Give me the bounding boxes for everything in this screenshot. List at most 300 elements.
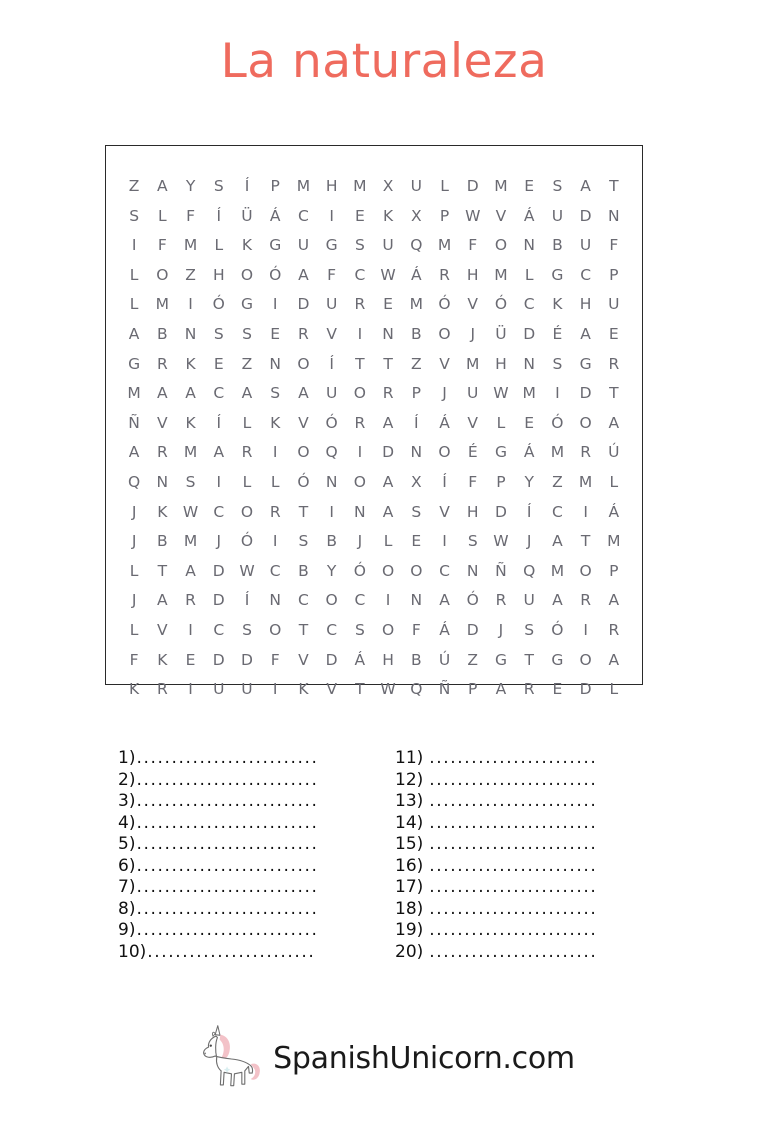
grid-letter[interactable]: O — [269, 620, 282, 639]
grid-letter[interactable]: J — [357, 532, 363, 551]
grid-letter[interactable]: M — [183, 532, 198, 551]
grid-letter[interactable]: K — [298, 680, 309, 699]
grid-letter[interactable]: R — [241, 443, 253, 462]
grid-letter[interactable]: B — [157, 532, 168, 551]
grid-letter[interactable]: U — [241, 680, 253, 699]
grid-letter[interactable]: A — [241, 384, 253, 403]
grid-letter[interactable]: P — [270, 177, 280, 196]
grid-letter[interactable]: K — [157, 502, 168, 521]
grid-letter[interactable]: T — [609, 177, 619, 196]
grid-letter[interactable]: J — [131, 532, 137, 551]
grid-letter[interactable]: C — [213, 502, 225, 521]
grid-letter[interactable]: I — [357, 443, 363, 462]
grid-letter[interactable]: A — [185, 561, 196, 580]
grid-letter[interactable]: K — [185, 413, 196, 432]
grid-letter[interactable]: I — [272, 443, 278, 462]
grid-letter[interactable]: G — [579, 354, 592, 373]
grid-letter[interactable]: D — [523, 325, 536, 344]
answer-dotted-line[interactable]: ........................ — [429, 791, 598, 811]
grid-letter[interactable]: N — [523, 236, 535, 255]
grid-letter[interactable]: S — [354, 236, 365, 255]
grid-letter[interactable]: V — [467, 413, 479, 432]
grid-letter[interactable]: M — [127, 384, 141, 403]
answer-dotted-line[interactable]: ........................ — [429, 877, 598, 897]
grid-letter[interactable]: Ó — [297, 472, 310, 491]
grid-letter[interactable]: I — [272, 532, 278, 551]
grid-letter[interactable]: P — [496, 472, 506, 491]
grid-letter[interactable]: O — [297, 354, 310, 373]
grid-letter[interactable]: R — [156, 354, 168, 373]
grid-letter[interactable]: D — [325, 650, 338, 669]
grid-letter[interactable]: O — [156, 265, 169, 284]
grid-letter[interactable]: V — [298, 650, 309, 669]
grid-letter[interactable]: L — [129, 265, 139, 284]
grid-letter[interactable]: I — [329, 206, 334, 225]
answer-dotted-line[interactable]: ........................ — [429, 834, 598, 854]
grid-letter[interactable]: R — [495, 591, 507, 610]
grid-letter[interactable]: U — [325, 384, 338, 403]
grid-letter[interactable]: N — [269, 591, 281, 610]
grid-letter[interactable]: D — [466, 620, 479, 639]
grid-letter[interactable]: M — [409, 295, 423, 314]
answer-dotted-line[interactable]: .......................... — [136, 791, 319, 811]
grid-letter[interactable]: B — [326, 532, 337, 551]
grid-letter[interactable]: U — [608, 295, 620, 314]
grid-letter[interactable]: E — [552, 680, 563, 699]
grid-letter[interactable]: K — [185, 354, 196, 373]
grid-letter[interactable]: M — [353, 177, 367, 196]
grid-letter[interactable]: L — [496, 413, 506, 432]
grid-letter[interactable]: T — [524, 650, 534, 669]
grid-letter[interactable]: F — [327, 265, 337, 284]
answer-dotted-line[interactable]: .......................... — [136, 855, 319, 876]
grid-letter[interactable]: V — [495, 206, 507, 225]
grid-letter[interactable]: Á — [439, 620, 450, 639]
grid-letter[interactable]: S — [524, 620, 535, 639]
grid-letter[interactable]: E — [213, 354, 224, 373]
grid-letter[interactable]: R — [580, 591, 591, 610]
grid-letter[interactable]: R — [439, 265, 450, 284]
grid-letter[interactable]: E — [524, 413, 535, 432]
answer-line[interactable] — [395, 791, 650, 813]
grid-letter[interactable]: Ü — [495, 325, 507, 344]
grid-letter[interactable]: R — [156, 443, 168, 462]
grid-letter[interactable]: M — [578, 472, 593, 491]
answer-line[interactable] — [118, 877, 373, 899]
grid-letter[interactable]: Ó — [325, 413, 338, 432]
grid-letter[interactable]: A — [552, 591, 563, 610]
answer-dotted-line[interactable]: .......................... — [136, 748, 319, 768]
grid-letter[interactable]: B — [410, 325, 422, 344]
grid-letter[interactable]: A — [382, 472, 394, 491]
grid-letter[interactable]: I — [131, 236, 137, 255]
grid-letter[interactable]: G — [128, 354, 141, 373]
grid-letter[interactable]: R — [580, 443, 591, 462]
grid-letter[interactable]: W — [239, 561, 255, 580]
grid-letter[interactable]: N — [325, 472, 338, 491]
grid-letter[interactable]: N — [410, 591, 423, 610]
grid-letter[interactable]: M — [466, 354, 480, 373]
grid-letter[interactable]: X — [410, 472, 422, 491]
answer-line[interactable] — [395, 770, 650, 792]
grid-letter[interactable]: C — [354, 265, 366, 284]
grid-letter[interactable]: Ñ — [128, 413, 140, 432]
grid-letter[interactable]: D — [212, 561, 225, 580]
grid-letter[interactable]: Á — [354, 650, 366, 669]
grid-letter[interactable]: O — [494, 236, 508, 255]
grid-letter[interactable]: R — [523, 680, 535, 699]
grid-letter[interactable]: R — [354, 413, 366, 432]
grid-letter[interactable]: R — [354, 295, 366, 314]
grid-letter[interactable]: Í — [442, 472, 447, 491]
grid-letter[interactable]: M — [183, 236, 198, 255]
grid-letter[interactable]: Q — [410, 236, 423, 255]
grid-letter[interactable]: Z — [241, 354, 253, 373]
grid-letter[interactable]: W — [493, 384, 509, 403]
grid-letter[interactable]: Á — [410, 265, 422, 284]
grid-letter[interactable]: N — [269, 354, 281, 373]
answer-dotted-line[interactable]: ........................ — [429, 898, 598, 919]
grid-letter[interactable]: I — [216, 472, 222, 491]
grid-letter[interactable]: L — [609, 680, 619, 699]
grid-letter[interactable]: K — [241, 236, 253, 255]
grid-letter[interactable]: A — [157, 384, 168, 403]
grid-letter[interactable]: T — [580, 532, 591, 551]
grid-letter[interactable]: M — [296, 177, 311, 196]
grid-letter[interactable]: L — [242, 413, 252, 432]
grid-letter[interactable]: S — [298, 532, 309, 551]
grid-letter[interactable]: O — [579, 650, 592, 669]
answer-line[interactable] — [118, 942, 373, 964]
grid-letter[interactable]: Ó — [438, 295, 451, 314]
grid-letter[interactable]: Á — [523, 443, 535, 462]
grid-letter[interactable]: V — [157, 620, 168, 639]
grid-letter[interactable]: N — [382, 325, 394, 344]
grid-letter[interactable]: U — [382, 236, 394, 255]
grid-letter[interactable]: C — [354, 591, 366, 610]
grid-letter[interactable]: I — [188, 295, 193, 314]
answer-line[interactable] — [118, 748, 373, 770]
grid-letter[interactable]: B — [157, 325, 168, 344]
grid-letter[interactable]: I — [329, 502, 334, 521]
grid-letter[interactable]: H — [579, 295, 592, 314]
grid-letter[interactable]: B — [298, 561, 309, 580]
grid-letter[interactable]: O — [240, 502, 254, 521]
grid-letter[interactable]: R — [608, 354, 620, 373]
grid-letter[interactable]: V — [439, 354, 450, 373]
answer-dotted-line[interactable]: .......................... — [136, 812, 319, 833]
grid-letter[interactable]: J — [131, 591, 137, 610]
grid-letter[interactable]: A — [608, 413, 620, 432]
grid-letter[interactable]: N — [608, 206, 620, 225]
grid-letter[interactable]: R — [298, 325, 309, 344]
grid-letter[interactable]: T — [609, 384, 619, 403]
grid-letter[interactable]: L — [524, 265, 534, 284]
grid-letter[interactable]: E — [383, 295, 393, 314]
answer-line[interactable] — [395, 856, 650, 878]
grid-letter[interactable]: A — [580, 177, 591, 196]
grid-letter[interactable]: C — [269, 561, 281, 580]
grid-letter[interactable]: Ü — [241, 206, 253, 225]
answer-line[interactable] — [118, 920, 373, 942]
grid-letter[interactable]: E — [185, 650, 196, 669]
grid-letter[interactable]: F — [468, 472, 478, 491]
grid-letter[interactable]: A — [382, 502, 394, 521]
grid-letter[interactable]: O — [438, 443, 451, 462]
grid-letter[interactable]: S — [242, 620, 252, 639]
grid-letter[interactable]: D — [579, 384, 592, 403]
grid-letter[interactable]: M — [155, 295, 170, 314]
grid-letter[interactable]: Y — [524, 472, 534, 491]
grid-letter[interactable]: Í — [244, 591, 250, 610]
grid-letter[interactable]: D — [212, 591, 225, 610]
grid-letter[interactable]: C — [326, 620, 338, 639]
answer-line[interactable] — [118, 791, 373, 813]
grid-letter[interactable]: Í — [329, 354, 334, 373]
grid-letter[interactable]: M — [550, 443, 565, 462]
grid-letter[interactable]: S — [467, 532, 478, 551]
grid-letter[interactable]: H — [325, 177, 338, 196]
grid-letter[interactable]: V — [326, 680, 337, 699]
grid-letter[interactable]: L — [609, 472, 619, 491]
grid-letter[interactable]: Y — [185, 177, 196, 196]
grid-letter[interactable]: E — [411, 532, 422, 551]
grid-letter[interactable]: H — [466, 265, 479, 284]
grid-letter[interactable]: L — [440, 177, 449, 196]
grid-letter[interactable]: Á — [523, 206, 535, 225]
grid-letter[interactable]: G — [551, 265, 564, 284]
grid-letter[interactable]: W — [465, 206, 481, 225]
grid-letter[interactable]: G — [551, 650, 564, 669]
grid-letter[interactable]: E — [354, 206, 365, 225]
answer-dotted-line[interactable]: .......................... — [136, 769, 319, 790]
grid-letter[interactable]: D — [297, 295, 310, 314]
grid-letter[interactable]: Ñ — [438, 680, 451, 699]
answer-dotted-line[interactable]: .......................... — [136, 834, 319, 854]
grid-letter[interactable]: B — [410, 650, 422, 669]
grid-letter[interactable]: D — [466, 177, 479, 196]
grid-letter[interactable]: C — [551, 502, 563, 521]
grid-letter[interactable]: P — [609, 265, 619, 284]
grid-letter[interactable]: A — [298, 265, 309, 284]
grid-letter[interactable]: O — [381, 620, 395, 639]
answer-dotted-line[interactable]: ........................ — [429, 920, 598, 940]
grid-letter[interactable]: C — [298, 206, 309, 225]
grid-letter[interactable]: G — [494, 443, 507, 462]
grid-letter[interactable]: M — [183, 443, 198, 462]
grid-letter[interactable]: N — [523, 354, 535, 373]
answer-line[interactable] — [395, 899, 650, 921]
grid-letter[interactable]: Z — [552, 472, 563, 491]
grid-letter[interactable]: C — [580, 265, 592, 284]
grid-letter[interactable]: L — [129, 620, 139, 639]
grid-letter[interactable]: M — [437, 236, 452, 255]
grid-letter[interactable]: V — [467, 295, 479, 314]
grid-letter[interactable]: F — [609, 236, 619, 255]
grid-letter[interactable]: O — [381, 561, 395, 580]
grid-letter[interactable]: E — [270, 325, 281, 344]
grid-letter[interactable]: S — [242, 325, 252, 344]
grid-letter[interactable]: Ñ — [495, 561, 507, 580]
grid-letter[interactable]: C — [213, 384, 225, 403]
grid-letter[interactable]: J — [131, 502, 137, 521]
grid-letter[interactable]: C — [298, 591, 309, 610]
grid-letter[interactable]: L — [270, 472, 280, 491]
grid-letter[interactable]: F — [157, 236, 167, 255]
grid-letter[interactable]: Ó — [353, 561, 366, 580]
grid-letter[interactable]: R — [269, 502, 281, 521]
grid-letter[interactable]: O — [410, 561, 423, 580]
grid-letter[interactable]: I — [385, 591, 391, 610]
grid-letter[interactable]: M — [494, 265, 508, 284]
grid-letter[interactable]: S — [552, 177, 563, 196]
grid-letter[interactable]: U — [213, 680, 225, 699]
grid-letter[interactable]: F — [129, 650, 139, 669]
grid-letter[interactable]: L — [129, 295, 139, 314]
grid-letter[interactable]: C — [213, 620, 225, 639]
grid-letter[interactable]: T — [383, 354, 393, 373]
answer-line[interactable] — [395, 813, 650, 835]
grid-letter[interactable]: P — [468, 680, 478, 699]
grid-letter[interactable]: V — [157, 413, 168, 432]
grid-letter[interactable]: O — [579, 413, 592, 432]
grid-letter[interactable]: S — [411, 502, 422, 521]
grid-letter[interactable]: A — [298, 384, 309, 403]
grid-letter[interactable]: A — [128, 443, 140, 462]
grid-letter[interactable]: K — [129, 680, 140, 699]
grid-letter[interactable]: S — [552, 354, 563, 373]
grid-letter[interactable]: J — [470, 325, 476, 344]
answer-line[interactable] — [118, 813, 373, 835]
grid-letter[interactable]: A — [608, 650, 620, 669]
grid-letter[interactable]: V — [298, 413, 309, 432]
grid-letter[interactable]: O — [353, 472, 366, 491]
grid-letter[interactable]: O — [240, 265, 254, 284]
grid-letter[interactable]: Í — [526, 502, 532, 521]
grid-letter[interactable]: L — [383, 532, 393, 551]
grid-letter[interactable]: K — [157, 650, 168, 669]
grid-letter[interactable]: É — [552, 325, 563, 344]
grid-letter[interactable]: U — [467, 384, 479, 403]
grid-letter[interactable]: M — [494, 177, 508, 196]
grid-letter[interactable]: A — [157, 177, 168, 196]
grid-letter[interactable]: J — [442, 384, 447, 403]
grid-letter[interactable]: Á — [608, 502, 620, 521]
answer-dotted-line[interactable]: .......................... — [136, 877, 319, 897]
grid-letter[interactable]: O — [438, 325, 451, 344]
grid-letter[interactable]: R — [156, 680, 168, 699]
answer-dotted-line[interactable]: ........................ — [429, 855, 598, 876]
grid-letter[interactable]: O — [325, 591, 338, 610]
grid-letter[interactable]: K — [382, 206, 394, 225]
grid-letter[interactable]: S — [185, 472, 196, 491]
grid-letter[interactable]: A — [580, 325, 591, 344]
grid-letter[interactable]: W — [182, 502, 199, 521]
grid-letter[interactable]: J — [526, 532, 532, 551]
grid-letter[interactable]: Í — [216, 206, 222, 225]
grid-letter[interactable]: C — [439, 561, 450, 580]
grid-letter[interactable]: M — [607, 532, 621, 551]
grid-letter[interactable]: E — [608, 325, 619, 344]
grid-letter[interactable]: N — [466, 561, 479, 580]
grid-letter[interactable]: P — [411, 384, 421, 403]
grid-letter[interactable]: W — [493, 532, 509, 551]
grid-letter[interactable]: G — [494, 650, 507, 669]
grid-letter[interactable]: Í — [216, 413, 222, 432]
grid-letter[interactable]: Ó — [212, 295, 225, 314]
grid-letter[interactable]: I — [272, 680, 278, 699]
grid-letter[interactable]: A — [185, 384, 196, 403]
grid-letter[interactable]: A — [439, 591, 450, 610]
grid-letter[interactable]: I — [583, 620, 588, 639]
answer-line[interactable] — [395, 877, 650, 899]
answer-line[interactable] — [118, 770, 373, 792]
grid-letter[interactable]: I — [555, 384, 560, 403]
grid-letter[interactable]: B — [552, 236, 563, 255]
grid-letter[interactable]: F — [186, 206, 195, 225]
grid-letter[interactable]: Í — [244, 177, 250, 196]
grid-letter[interactable]: U — [523, 591, 535, 610]
grid-letter[interactable]: Q — [128, 472, 141, 491]
grid-letter[interactable]: A — [382, 413, 394, 432]
grid-letter[interactable]: F — [411, 620, 421, 639]
answer-dotted-line[interactable]: ........................ — [429, 748, 598, 768]
grid-letter[interactable]: M — [550, 561, 565, 580]
answer-dotted-line[interactable]: ........................ — [147, 941, 316, 962]
grid-letter[interactable]: J — [216, 532, 222, 551]
grid-letter[interactable]: Q — [325, 443, 338, 462]
grid-letter[interactable]: K — [552, 295, 563, 314]
answer-line[interactable] — [395, 920, 650, 942]
grid-letter[interactable]: Y — [326, 561, 337, 580]
grid-letter[interactable]: Ú — [438, 650, 451, 669]
grid-letter[interactable]: Ó — [466, 591, 479, 610]
grid-letter[interactable]: L — [214, 236, 224, 255]
grid-letter[interactable]: T — [355, 354, 365, 373]
grid-letter[interactable]: G — [325, 236, 338, 255]
grid-letter[interactable]: R — [382, 384, 394, 403]
grid-letter[interactable]: V — [326, 325, 337, 344]
grid-letter[interactable]: G — [269, 236, 282, 255]
grid-letter[interactable]: S — [129, 206, 140, 225]
grid-letter[interactable]: D — [241, 650, 253, 669]
grid-letter[interactable]: N — [354, 502, 366, 521]
grid-letter[interactable]: A — [495, 680, 507, 699]
grid-letter[interactable]: Q — [410, 680, 423, 699]
grid-letter[interactable]: T — [298, 620, 309, 639]
answer-line[interactable] — [395, 748, 650, 770]
grid-letter[interactable]: H — [495, 354, 507, 373]
grid-letter[interactable]: R — [185, 591, 196, 610]
grid-letter[interactable]: Ó — [240, 532, 254, 551]
grid-letter[interactable]: C — [523, 295, 535, 314]
answer-line[interactable] — [118, 856, 373, 878]
grid-letter[interactable]: U — [551, 206, 564, 225]
grid-letter[interactable]: G — [240, 295, 253, 314]
grid-letter[interactable]: L — [129, 561, 139, 580]
answer-dotted-line[interactable]: .......................... — [136, 920, 319, 940]
answer-line[interactable] — [395, 942, 650, 964]
grid-letter[interactable]: E — [524, 177, 535, 196]
grid-letter[interactable]: D — [579, 680, 592, 699]
grid-letter[interactable]: F — [468, 236, 478, 255]
grid-letter[interactable]: L — [242, 472, 252, 491]
grid-letter[interactable]: A — [213, 443, 225, 462]
grid-letter[interactable]: J — [498, 620, 504, 639]
grid-letter[interactable]: O — [353, 384, 366, 403]
grid-letter[interactable]: A — [552, 532, 563, 551]
answer-dotted-line[interactable]: ........................ — [429, 812, 598, 833]
